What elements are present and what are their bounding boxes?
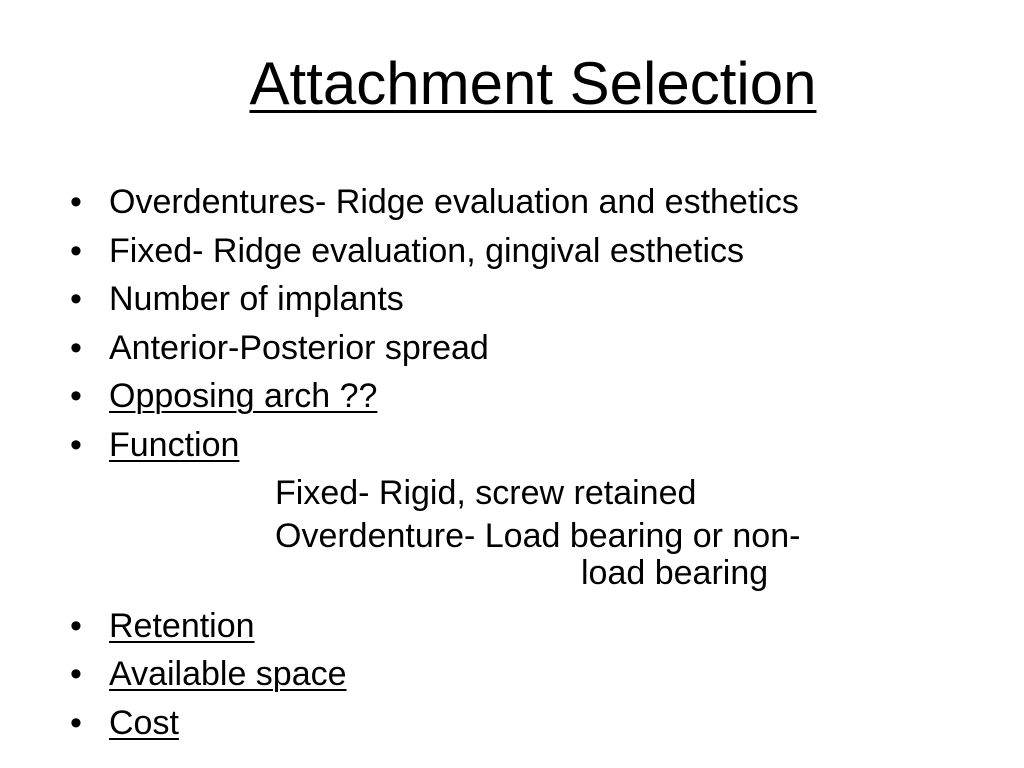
- bullet-icon: •: [70, 377, 82, 415]
- bullet-item-opposing-arch: [70, 372, 800, 421]
- bullet-list: [70, 178, 800, 747]
- bullet-text: Fixed- Ridge evaluation, gingival esthetics: [109, 231, 745, 270]
- bullet-icon: •: [70, 183, 82, 221]
- bullet-text: Retention: [109, 606, 255, 645]
- sub-item-text-line1: Overdenture- Load bearing or non-: [275, 516, 801, 555]
- bullet-item-ap-spread: [70, 324, 800, 373]
- bullet-icon: •: [70, 655, 82, 693]
- bullet-text: Cost: [109, 703, 179, 742]
- sub-item-fixed-rigid: [70, 469, 800, 518]
- bullet-text: Anterior-Posterior spread: [109, 328, 489, 367]
- bullet-text: Opposing arch ??: [109, 377, 378, 415]
- bullet-icon: •: [70, 280, 82, 318]
- slide-title: Attachment Selection: [249, 50, 817, 117]
- bullet-item-overdentures: [70, 178, 800, 227]
- sub-item-text-line2: load bearing: [581, 553, 769, 592]
- bullet-icon: •: [70, 425, 82, 464]
- bullet-icon: •: [70, 703, 82, 742]
- bullet-item-available-space: [70, 650, 800, 699]
- sub-item-text: Fixed- Rigid, screw retained: [275, 474, 697, 512]
- bullet-item-cost: [70, 699, 800, 748]
- bullet-icon: •: [70, 328, 82, 367]
- bullet-item-fixed: [70, 227, 800, 276]
- sub-item-overdenture-load: [70, 518, 800, 592]
- bullet-item-number-of-implants: [70, 275, 800, 324]
- bullet-text: Number of implants: [109, 280, 404, 318]
- bullet-item-function: [70, 421, 800, 470]
- bullet-icon: •: [70, 606, 82, 645]
- bullet-text: Available space: [109, 655, 347, 693]
- bullet-icon: •: [70, 231, 82, 270]
- bullet-item-retention: [70, 602, 800, 651]
- bullet-text: Overdentures- Ridge evaluation and esthetics: [109, 183, 799, 221]
- bullet-text: Function: [109, 425, 240, 464]
